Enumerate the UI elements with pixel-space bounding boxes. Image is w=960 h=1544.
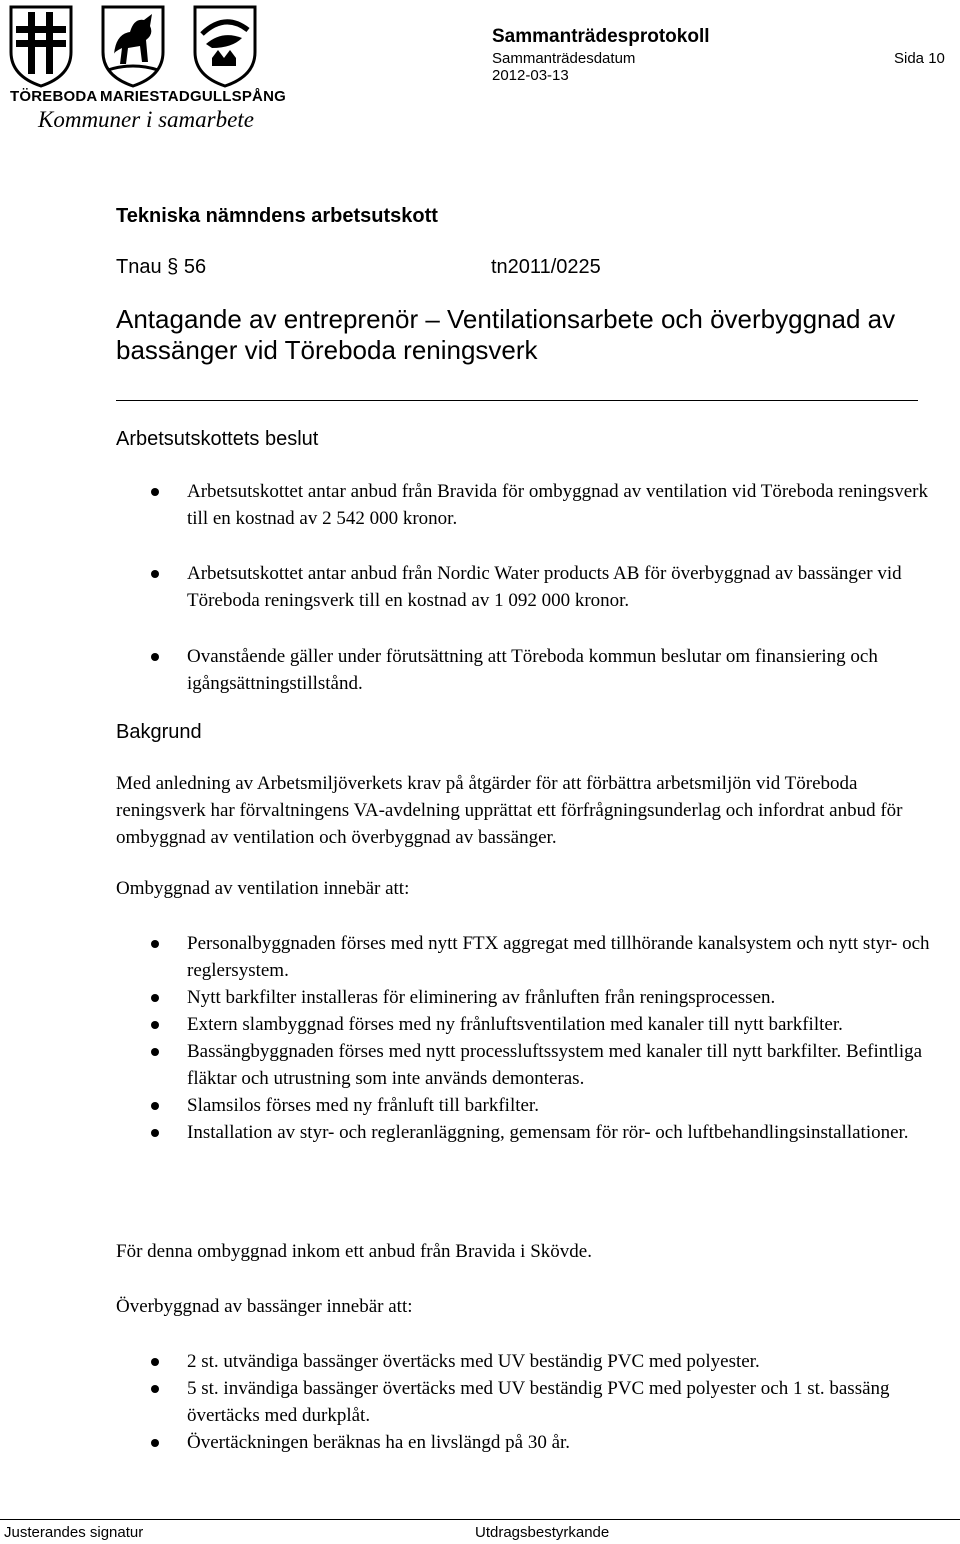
municipality-name: MARIESTAD — [100, 88, 190, 105]
ventilation-heading: Ombyggnad av ventilation innebär att: — [116, 878, 410, 899]
list-item-text: 5 st. invändiga bassänger övertäcks med UV beständig PVC med polyester och 1 st. bassäng övertäcks med durkplåt. — [187, 1378, 890, 1426]
list-item-text: Övertäckningen beräknas ha en livslängd på 30 år. — [187, 1432, 571, 1453]
list-item-text: Installation av styr- och regleranläggning, gemensam för rör- och luftbehandlingsinstallationer. — [187, 1122, 909, 1143]
bullet-icon — [151, 653, 159, 661]
mariestad-crest-icon — [100, 4, 166, 88]
municipal-crests — [8, 4, 260, 94]
decision-heading: Arbetsutskottets beslut — [116, 428, 319, 450]
bravida-offer: För denna ombyggnad inkom ett anbud från Bravida i Skövde. — [116, 1241, 592, 1262]
list-item-text: Extern slambyggnad förses med ny frånluftsventilation med kanaler till nytt barkfilter. — [187, 1014, 843, 1035]
list-item — [151, 478, 951, 532]
extract-label: Utdragsbestyrkande — [475, 1524, 610, 1541]
list-item-text: Bassängbyggnaden förses med nytt processluftssystem med kanaler till nytt barkfilter. Befintliga fläktar och utrustning som inte används demonteras. — [187, 1041, 923, 1089]
signature-label: Justerandes signatur — [4, 1524, 144, 1541]
list-item — [151, 1119, 951, 1146]
municipality-name: TÖREBODA — [10, 88, 98, 105]
list-item-text: Arbetsutskottet antar anbud från Bravida för ombyggnad av ventilation vid Töreboda reningsverk till en kostnad av 2 542 000 kronor. — [187, 481, 928, 529]
bullet-icon — [151, 994, 159, 1002]
meeting-date-label: Sammanträdesdatum — [492, 50, 636, 67]
list-item — [151, 1011, 951, 1038]
list-item — [151, 984, 951, 1011]
background-intro: Med anledning av Arbetsmiljöverkets krav på åtgärder för att förbättra arbetsmiljön vid Töreboda reningsverk har förvaltningens VA-avdelning upprättat ett förfrågningsunderlag och infordrat anbud för ombyggnad av ventilation och överbyggnad av bassänger. — [116, 773, 903, 848]
case-title: Antagande av entreprenör – Ventilationsarbete och överbyggnad av bassänger vid Töreboda reningsverk — [116, 304, 896, 365]
covering-list — [151, 1348, 951, 1456]
document-type: Sammanträdesprotokoll — [492, 26, 710, 47]
bullet-icon — [151, 1048, 159, 1056]
list-item-text: Personalbyggnaden förses med nytt FTX aggregat med tillhörande kanalsystem och nytt styr- och reglersystem. — [187, 933, 930, 981]
bullet-icon — [151, 1129, 159, 1137]
list-item — [151, 1375, 951, 1429]
title-divider — [116, 400, 918, 401]
gullspang-crest-icon — [192, 4, 258, 88]
list-item — [151, 1038, 951, 1092]
bullet-icon — [151, 1102, 159, 1110]
case-paragraph: Tnau § 56 — [116, 256, 207, 278]
bullet-icon — [151, 1439, 159, 1447]
toreboda-crest-icon — [8, 4, 74, 88]
ventilation-list — [151, 930, 951, 1146]
municipality-name: GULLSPÅNG — [190, 88, 286, 105]
background-heading: Bakgrund — [116, 721, 202, 743]
bullet-icon — [151, 570, 159, 578]
bullet-icon — [151, 940, 159, 948]
list-item — [151, 560, 951, 614]
tagline: Kommuner i samarbete — [38, 107, 254, 132]
decision-list — [151, 478, 951, 697]
list-item — [151, 930, 951, 984]
list-item — [151, 1092, 951, 1119]
bullet-icon — [151, 488, 159, 496]
committee-name: Tekniska nämndens arbetsutskott — [116, 205, 438, 227]
bullet-icon — [151, 1385, 159, 1393]
bullet-icon — [151, 1358, 159, 1366]
list-item — [151, 1429, 951, 1456]
page-number: Sida 10 — [894, 50, 945, 67]
list-item-text: Arbetsutskottet antar anbud från Nordic Water products AB för överbyggnad av bassänger vid Töreboda reningsverk till en kostnad av 1 092 000 kronor. — [187, 563, 902, 611]
diary-number: tn2011/0225 — [491, 256, 601, 278]
list-item-text: Slamsilos förses med ny frånluft till barkfilter. — [187, 1095, 539, 1116]
footer-divider — [0, 1519, 960, 1520]
covering-heading: Överbyggnad av bassänger innebär att: — [116, 1296, 413, 1317]
list-item-text: 2 st. utvändiga bassänger övertäcks med UV beständig PVC med polyester. — [187, 1351, 760, 1372]
bullet-icon — [151, 1021, 159, 1029]
meeting-date: 2012-03-13 — [492, 67, 569, 84]
list-item-text: Ovanstående gäller under förutsättning att Töreboda kommun beslutar om finansiering och igångsättningstillstånd. — [187, 646, 878, 694]
list-item-text: Nytt barkfilter installeras för eliminering av frånluften från reningsprocessen. — [187, 987, 776, 1008]
list-item — [151, 643, 951, 697]
list-item — [151, 1348, 951, 1375]
